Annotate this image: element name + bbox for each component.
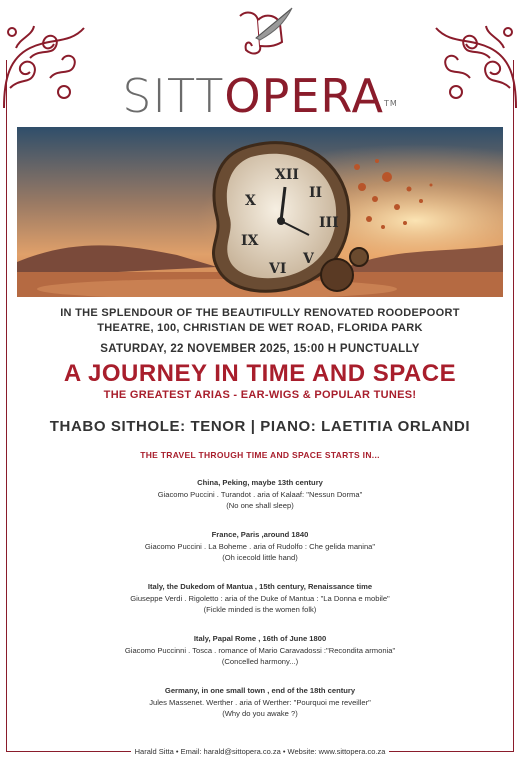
program-aria: Giacomo Puccinni . Tosca . romance of Mario Caravadossi :"Recondita armonia" bbox=[124, 645, 396, 655]
program-translation: (Fickle minded is the women folk) bbox=[203, 605, 317, 614]
trademark: TM bbox=[383, 99, 398, 108]
program-translation: (Why do you awake ?) bbox=[222, 709, 298, 718]
performers: THABO SITHOLE: TENOR | PIANO: LAETITIA ORLANDI bbox=[49, 418, 471, 435]
program-aria: Giacomo Puccini . Turandot . aria of Kalaaf: "Nessun Dorma" bbox=[157, 489, 363, 499]
program-aria: Giuseppe Verdi . Rigoletto : aria of the Duke of Mantua : "La Donna e mobile" bbox=[130, 593, 390, 603]
program-heading: Italy, Papal Rome , 16th of June 1800 bbox=[193, 634, 327, 643]
logo-part1: SITT bbox=[122, 69, 225, 123]
program-item bbox=[0, 477, 520, 512]
svg-text:V: V bbox=[303, 251, 314, 267]
svg-text:XII: XII bbox=[275, 167, 299, 183]
travel-intro: THE TRAVEL THROUGH TIME AND SPACE STARTS IN... bbox=[140, 450, 380, 460]
logo-part2: OPERA bbox=[224, 69, 384, 123]
svg-text:X: X bbox=[245, 193, 256, 209]
event-subtitle: THE GREATEST ARIAS - EAR-WIGS & POPULAR TUNES! bbox=[103, 389, 417, 401]
program-item bbox=[0, 581, 520, 616]
program-translation: (No one shall sleep) bbox=[226, 501, 294, 510]
program-translation: (Oh icecold little hand) bbox=[222, 553, 298, 562]
venue-line2: THEATRE, 100, CHRISTIAN DE WET ROAD, FLORIDA PARK bbox=[97, 322, 423, 334]
program-aria: Giacomo Puccini . La Boheme . aria of Rudolfo : Che gelida manina" bbox=[144, 541, 376, 551]
event-date: SATURDAY, 22 NOVEMBER 2025, 15:00 H PUNCTUALLY bbox=[100, 343, 420, 355]
svg-text:IX: IX bbox=[241, 233, 259, 249]
logo bbox=[0, 70, 520, 122]
program-heading: China, Peking, maybe 13th century bbox=[197, 478, 323, 487]
program-heading: France, Paris ,around 1840 bbox=[211, 530, 309, 539]
program-heading: Germany, in one small town , end of the 18th century bbox=[164, 686, 356, 695]
program-translation: (Concelled harmony...) bbox=[221, 657, 299, 666]
program-item bbox=[0, 685, 520, 720]
svg-text:III: III bbox=[319, 215, 339, 231]
event-title: A JOURNEY IN TIME AND SPACE bbox=[63, 360, 457, 387]
svg-text:II: II bbox=[309, 185, 323, 201]
hero-image bbox=[17, 127, 503, 297]
venue-text bbox=[0, 306, 520, 336]
program-heading: Italy, the Dukedom of Mantua , 15th century, Renaissance time bbox=[147, 582, 373, 591]
quill-scroll-icon bbox=[226, 2, 298, 58]
svg-text:VI: VI bbox=[269, 261, 287, 277]
venue-line1: IN THE SPLENDOUR OF THE BEAUTIFULLY RENOVATED ROODEPOORT bbox=[60, 307, 460, 319]
program-aria: Jules Massenet. Werther . aria of Werther: "Pourquoi me reveiller" bbox=[149, 697, 371, 707]
footer-contact: Harald Sitta • Email: harald@sittopera.co.za • Website: www.sittopera.co.za bbox=[131, 747, 390, 756]
program-item bbox=[0, 529, 520, 564]
footer bbox=[0, 747, 520, 756]
program-item bbox=[0, 633, 520, 668]
